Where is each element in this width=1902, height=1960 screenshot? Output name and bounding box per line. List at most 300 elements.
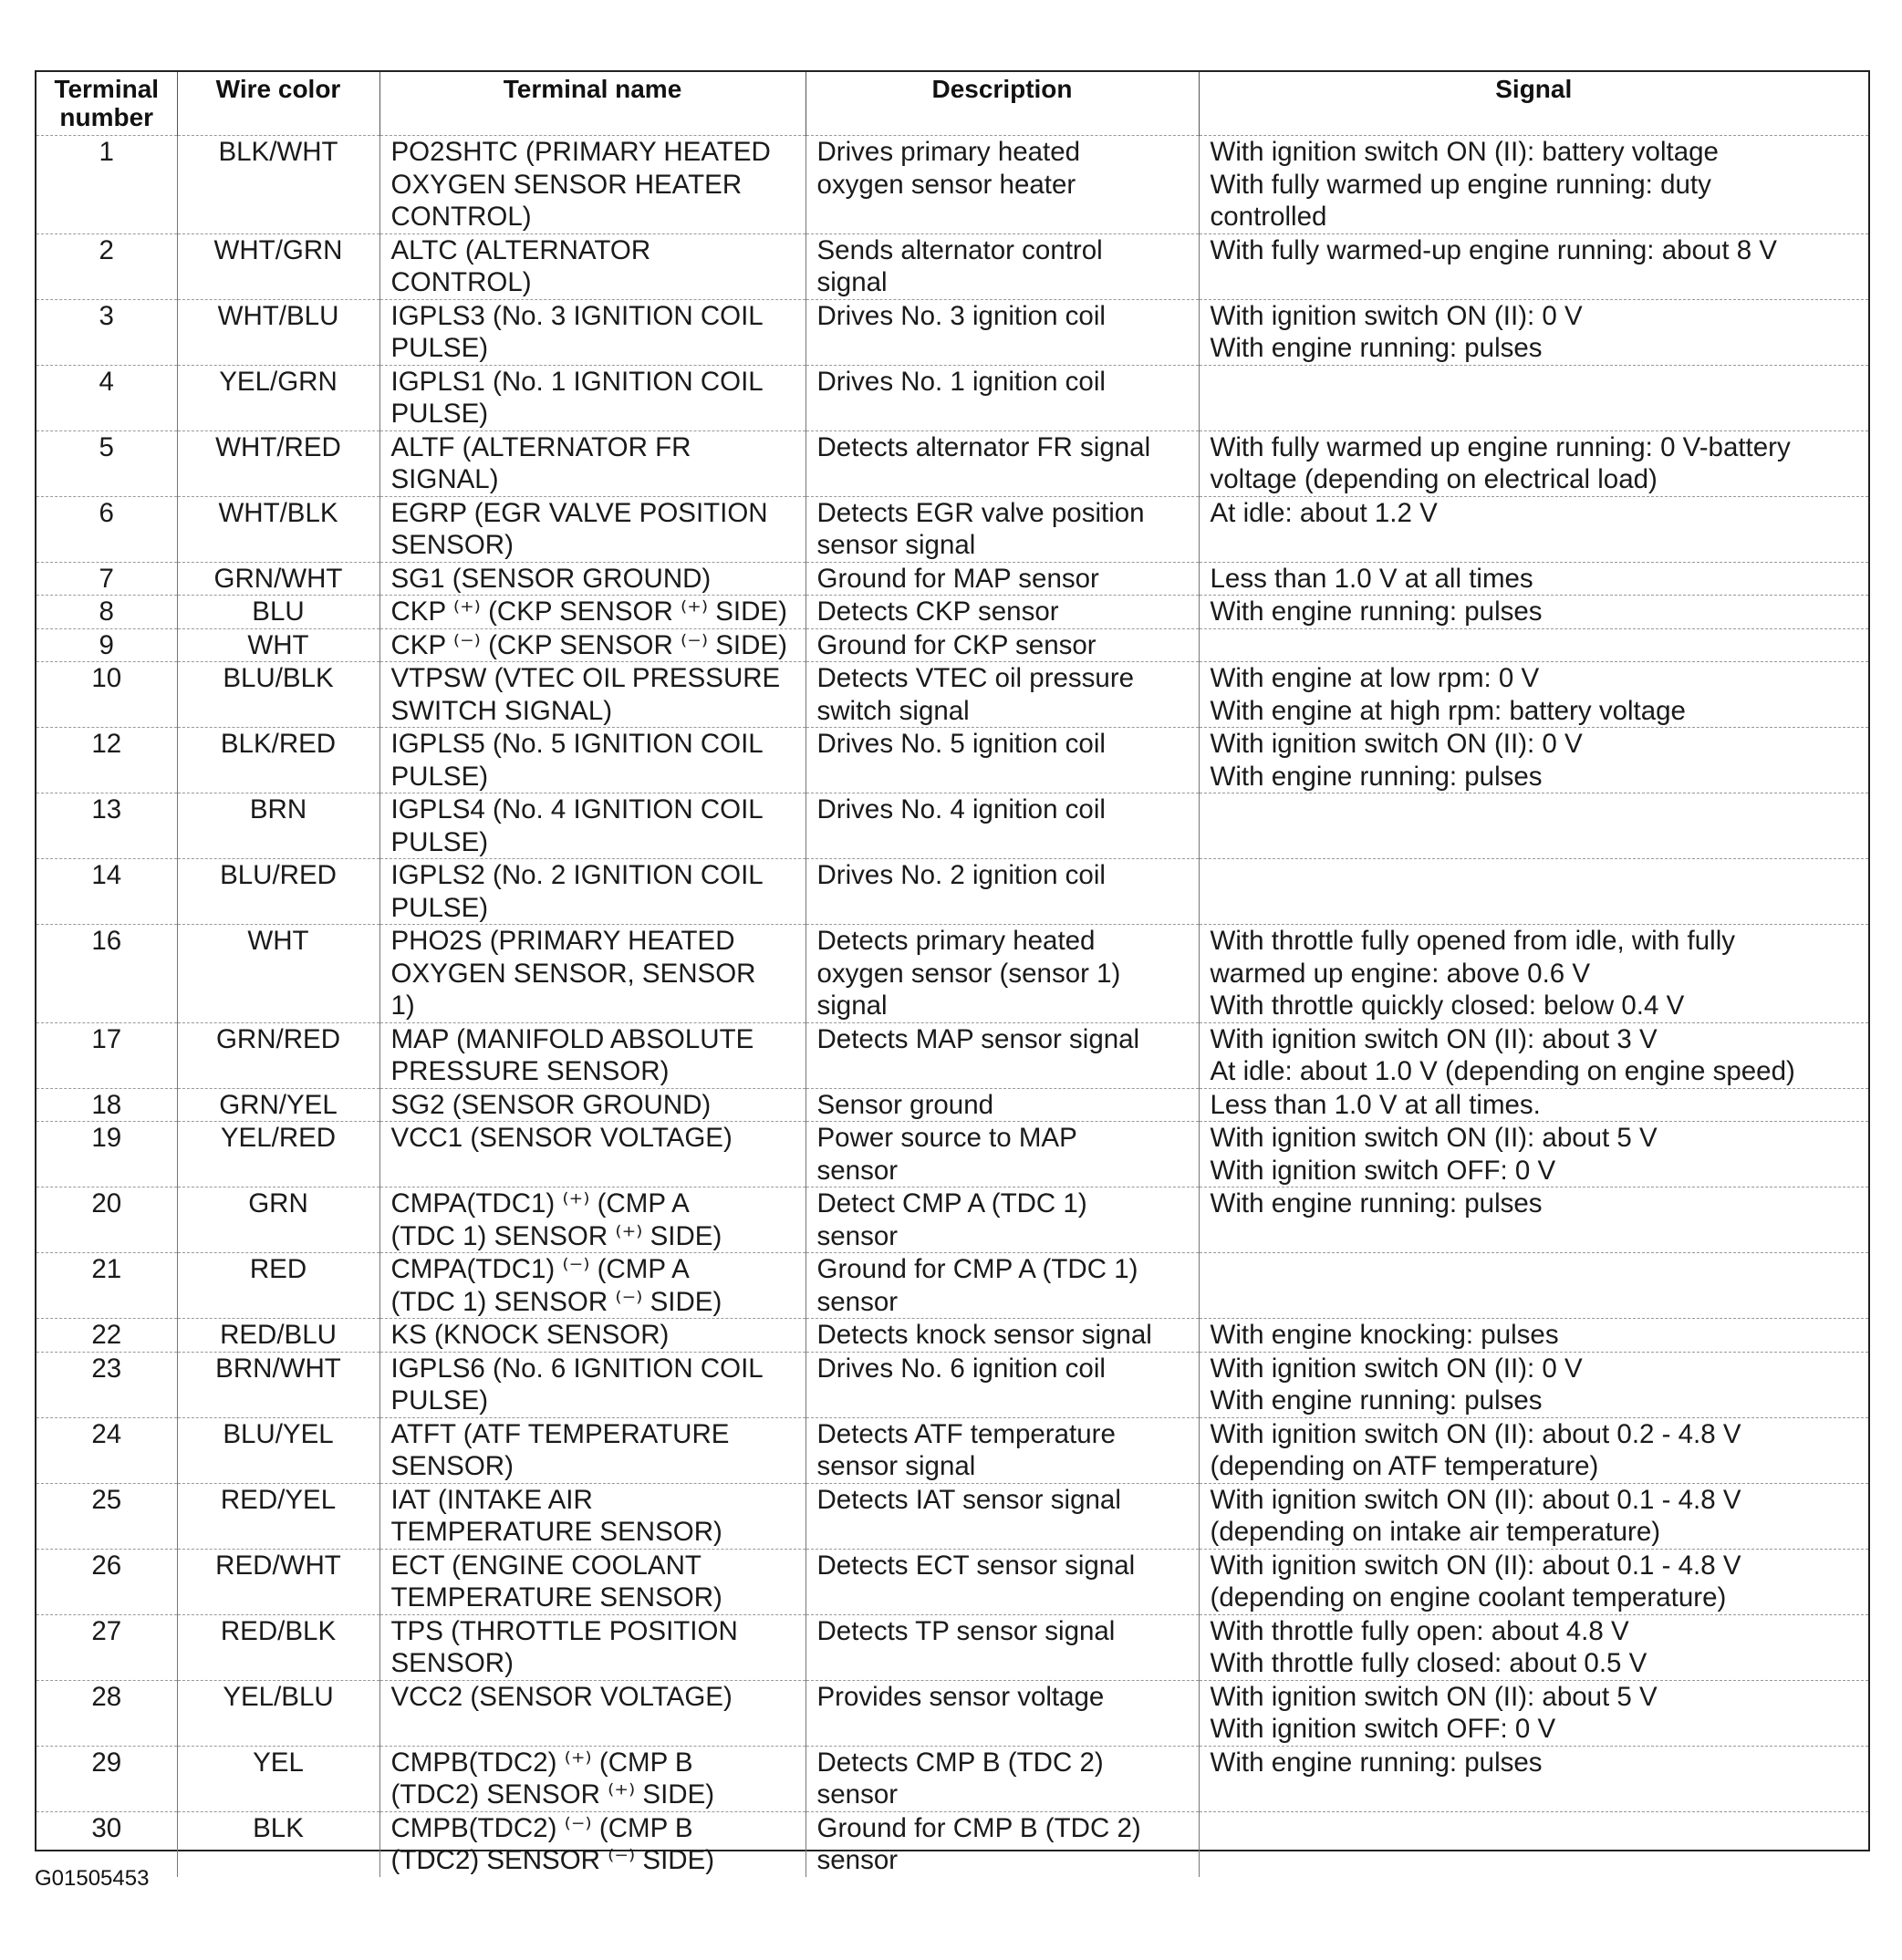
wire-color-cell: RED/BLK xyxy=(177,1614,379,1680)
wire-color-cell: GRN/WHT xyxy=(177,562,379,596)
signal-line: With ignition switch ON (II): about 0.1 - 4.8 V xyxy=(1210,1484,1741,1515)
signal-line: With ignition switch ON (II): about 5 V xyxy=(1210,1681,1658,1712)
table-row xyxy=(36,562,1868,596)
signal-line: With throttle quickly closed: below 0.4 V xyxy=(1210,990,1685,1021)
terminal-name-line: CKP ⁽⁻⁾ (CKP SENSOR ⁽⁻⁾ SIDE) xyxy=(390,629,787,660)
description-cell xyxy=(805,1088,1199,1122)
terminal-name-line: PO2SHTC (PRIMARY HEATED xyxy=(390,137,771,167)
wire-color-cell: WHT/BLU xyxy=(177,299,379,365)
signal-cell xyxy=(1199,1088,1868,1122)
description-line: Drives No. 4 ignition coil xyxy=(816,794,1106,824)
terminal-name-cell xyxy=(379,628,805,662)
signal-line: controlled xyxy=(1210,202,1327,232)
wire-color-cell: BRN xyxy=(177,793,379,859)
description-cell xyxy=(805,628,1199,662)
description-line: Detects VTEC oil pressure xyxy=(816,663,1135,693)
signal-line: With ignition switch OFF: 0 V xyxy=(1210,1155,1556,1186)
terminal-name-line: MAP (MANIFOLD ABSOLUTE xyxy=(390,1023,754,1054)
signal-line: With ignition switch ON (II): about 3 V xyxy=(1210,1023,1658,1054)
description-line: sensor xyxy=(816,1286,899,1317)
terminal-name-cell xyxy=(379,793,805,859)
signal-cell xyxy=(1199,596,1868,629)
terminal-name-cell xyxy=(379,1811,805,1877)
terminal-name-line: SG2 (SENSOR GROUND) xyxy=(390,1089,712,1120)
signal-line: With ignition switch ON (II): about 0.2 - 4.8 V xyxy=(1210,1418,1741,1449)
description-line: Sends alternator control xyxy=(816,234,1103,265)
terminal-name-line: IGPLS6 (No. 6 IGNITION COIL xyxy=(390,1353,764,1384)
table-row xyxy=(36,1022,1868,1088)
wire-color-cell: BLU/RED xyxy=(177,859,379,925)
signal-line: With fully warmed up engine running: duty xyxy=(1210,169,1711,200)
terminal-name-line: PULSE) xyxy=(390,761,489,792)
terminal-name-cell xyxy=(379,430,805,496)
description-line: Ground for CMP A (TDC 1) xyxy=(816,1254,1138,1284)
terminal-number-cell: 29 xyxy=(36,1746,177,1811)
wire-color-cell: WHT/BLK xyxy=(177,496,379,562)
description-cell xyxy=(805,1022,1199,1088)
table-row xyxy=(36,1122,1868,1187)
terminal-name-cell xyxy=(379,1022,805,1088)
terminal-name-cell xyxy=(379,1122,805,1187)
description-cell xyxy=(805,1122,1199,1187)
description-cell xyxy=(805,1614,1199,1680)
wire-color-cell: GRN/YEL xyxy=(177,1088,379,1122)
signal-line: (depending on intake air temperature) xyxy=(1210,1517,1661,1547)
terminal-name-cell xyxy=(379,859,805,925)
terminal-name-cell xyxy=(379,496,805,562)
description-cell xyxy=(805,596,1199,629)
header-terminal-number: Terminal number xyxy=(36,72,177,136)
wire-color-cell: BLU xyxy=(177,596,379,629)
ecm-terminal-table xyxy=(36,72,1868,1877)
signal-line: With engine at high rpm: battery voltage xyxy=(1210,695,1686,726)
signal-line: With ignition switch ON (II): 0 V xyxy=(1210,300,1583,331)
description-cell xyxy=(805,1746,1199,1811)
wire-color-cell: BLK/RED xyxy=(177,728,379,793)
terminal-number-cell: 25 xyxy=(36,1483,177,1549)
table-row xyxy=(36,1417,1868,1483)
terminal-name-cell xyxy=(379,662,805,728)
description-line: Detects IAT sensor signal xyxy=(816,1484,1121,1515)
terminal-name-cell xyxy=(379,596,805,629)
description-line: oxygen sensor (sensor 1) xyxy=(816,958,1121,989)
terminal-name-cell xyxy=(379,728,805,793)
signal-cell xyxy=(1199,1614,1868,1680)
description-line: Drives No. 6 ignition coil xyxy=(816,1353,1106,1384)
terminal-name-line: 1) xyxy=(390,990,415,1021)
signal-line: With ignition switch ON (II): about 5 V xyxy=(1210,1123,1658,1153)
terminal-name-line: IGPLS4 (No. 4 IGNITION COIL xyxy=(390,794,764,824)
description-line: Power source to MAP xyxy=(816,1123,1077,1153)
terminal-name-line: PULSE) xyxy=(390,399,489,429)
terminal-name-line: TPS (THROTTLE POSITION xyxy=(390,1615,738,1646)
terminal-name-line: PULSE) xyxy=(390,892,489,923)
terminal-number-cell: 7 xyxy=(36,562,177,596)
terminal-name-line: SENSOR) xyxy=(390,1451,514,1481)
description-line: signal xyxy=(816,267,888,297)
signal-line: With fully warmed-up engine running: about 8 V xyxy=(1210,234,1777,265)
wire-color-cell: WHT xyxy=(177,628,379,662)
terminal-name-line: TEMPERATURE SENSOR) xyxy=(390,1517,722,1547)
terminal-name-cell xyxy=(379,1319,805,1353)
signal-cell xyxy=(1199,1811,1868,1877)
terminal-number-cell: 19 xyxy=(36,1122,177,1187)
signal-line: With engine knocking: pulses xyxy=(1210,1320,1559,1350)
description-line: Drives No. 2 ignition coil xyxy=(816,860,1106,890)
table-row xyxy=(36,1549,1868,1614)
description-line: Ground for CKP sensor xyxy=(816,629,1097,660)
signal-line: With ignition switch OFF: 0 V xyxy=(1210,1714,1556,1744)
signal-cell xyxy=(1199,662,1868,728)
signal-line: (depending on ATF temperature) xyxy=(1210,1451,1599,1481)
description-line: Detects MAP sensor signal xyxy=(816,1023,1140,1054)
terminal-name-cell xyxy=(379,925,805,1023)
table-header-row xyxy=(36,72,1868,136)
wire-color-cell: YEL/GRN xyxy=(177,365,379,430)
description-cell xyxy=(805,430,1199,496)
description-line: Detect CMP A (TDC 1) xyxy=(816,1188,1087,1219)
signal-cell xyxy=(1199,136,1868,234)
description-cell xyxy=(805,136,1199,234)
description-line: Drives No. 1 ignition coil xyxy=(816,366,1106,397)
signal-line: With throttle fully opened from idle, with fully xyxy=(1210,926,1735,956)
terminal-name-line: (TDC 1) SENSOR ⁽⁻⁾ SIDE) xyxy=(390,1286,722,1317)
signal-cell xyxy=(1199,793,1868,859)
wire-color-cell: RED/BLU xyxy=(177,1319,379,1353)
table-row xyxy=(36,1088,1868,1122)
terminal-name-cell xyxy=(379,299,805,365)
header-wire-color: Wire color xyxy=(177,72,379,136)
terminal-number-cell: 14 xyxy=(36,859,177,925)
wire-color-cell: BRN/WHT xyxy=(177,1352,379,1417)
table-row xyxy=(36,496,1868,562)
signal-cell xyxy=(1199,430,1868,496)
description-line: Ground for MAP sensor xyxy=(816,563,1099,594)
header-description: Description xyxy=(805,72,1199,136)
signal-cell xyxy=(1199,859,1868,925)
terminal-name-line: IGPLS3 (No. 3 IGNITION COIL xyxy=(390,300,764,331)
description-line: sensor xyxy=(816,1155,899,1186)
description-cell xyxy=(805,662,1199,728)
signal-line: warmed up engine: above 0.6 V xyxy=(1210,958,1591,989)
terminal-number-cell: 28 xyxy=(36,1680,177,1746)
terminal-number-cell: 13 xyxy=(36,793,177,859)
terminal-number-cell: 2 xyxy=(36,233,177,299)
signal-line: With ignition switch ON (II): 0 V xyxy=(1210,729,1583,759)
description-line: Detects EGR valve position xyxy=(816,497,1145,528)
terminal-name-line: PULSE) xyxy=(390,826,489,857)
signal-line: With engine running: pulses xyxy=(1210,596,1543,627)
signal-line: With engine running: pulses xyxy=(1210,333,1543,363)
signal-cell xyxy=(1199,365,1868,430)
signal-cell xyxy=(1199,1483,1868,1549)
signal-cell xyxy=(1199,1022,1868,1088)
description-line: Detects alternator FR signal xyxy=(816,431,1151,462)
table-row xyxy=(36,1319,1868,1353)
terminal-name-line: (TDC2) SENSOR ⁽⁻⁾ SIDE) xyxy=(390,1845,715,1875)
table-row xyxy=(36,299,1868,365)
terminal-number-cell: 22 xyxy=(36,1319,177,1353)
wire-color-cell: BLK/WHT xyxy=(177,136,379,234)
terminal-name-line: EGRP (EGR VALVE POSITION xyxy=(390,497,768,528)
signal-cell xyxy=(1199,728,1868,793)
signal-line: With engine running: pulses xyxy=(1210,1385,1543,1416)
signal-cell xyxy=(1199,1549,1868,1614)
signal-line: Less than 1.0 V at all times. xyxy=(1210,1089,1541,1120)
header-terminal-name: Terminal name xyxy=(379,72,805,136)
signal-line: At idle: about 1.0 V (depending on engine speed) xyxy=(1210,1056,1795,1086)
description-cell xyxy=(805,365,1199,430)
terminal-name-line: PHO2S (PRIMARY HEATED xyxy=(390,926,735,956)
description-line: Detects knock sensor signal xyxy=(816,1320,1152,1350)
table-row xyxy=(36,233,1868,299)
signal-line: With engine running: pulses xyxy=(1210,761,1543,792)
terminal-name-line: VCC2 (SENSOR VOLTAGE) xyxy=(390,1681,733,1712)
terminal-name-line: (TDC2) SENSOR ⁽⁺⁾ SIDE) xyxy=(390,1779,715,1810)
wire-color-cell: BLK xyxy=(177,1811,379,1877)
description-line: sensor signal xyxy=(816,530,976,560)
signal-line: With engine running: pulses xyxy=(1210,1188,1543,1219)
terminal-name-line: SENSOR) xyxy=(390,530,514,560)
table-row xyxy=(36,793,1868,859)
table-row xyxy=(36,1187,1868,1253)
wire-color-cell: RED/YEL xyxy=(177,1483,379,1549)
terminal-name-cell xyxy=(379,1417,805,1483)
description-cell xyxy=(805,1680,1199,1746)
terminal-name-line: VTPSW (VTEC OIL PRESSURE xyxy=(390,663,781,693)
terminal-name-line: CMPB(TDC2) ⁽⁻⁾ (CMP B xyxy=(390,1812,693,1843)
table-row xyxy=(36,859,1868,925)
description-cell xyxy=(805,1417,1199,1483)
description-cell xyxy=(805,925,1199,1023)
signal-line: With ignition switch ON (II): 0 V xyxy=(1210,1353,1583,1384)
description-line: sensor xyxy=(816,1779,899,1810)
terminal-name-cell xyxy=(379,365,805,430)
terminal-name-line: CMPA(TDC1) ⁽⁻⁾ (CMP A xyxy=(390,1254,690,1284)
description-line: sensor xyxy=(816,1220,899,1251)
terminal-number-cell: 9 xyxy=(36,628,177,662)
terminal-name-line: ALTC (ALTERNATOR xyxy=(390,234,651,265)
signal-cell xyxy=(1199,1680,1868,1746)
terminal-name-line: ECT (ENGINE COOLANT xyxy=(390,1550,702,1581)
wire-color-cell: BLU/BLK xyxy=(177,662,379,728)
header-signal: Signal xyxy=(1495,75,1573,103)
terminal-name-line: TEMPERATURE SENSOR) xyxy=(390,1582,722,1613)
signal-cell xyxy=(1199,233,1868,299)
signal-line: With ignition switch ON (II): about 0.1 - 4.8 V xyxy=(1210,1550,1741,1581)
signal-cell xyxy=(1199,1352,1868,1417)
terminal-name-cell xyxy=(379,562,805,596)
signal-cell xyxy=(1199,562,1868,596)
table-row xyxy=(36,365,1868,430)
description-line: Provides sensor voltage xyxy=(816,1681,1105,1712)
table-body xyxy=(36,136,1868,1877)
signal-line: With engine at low rpm: 0 V xyxy=(1210,663,1540,693)
terminal-name-line: CMPB(TDC2) ⁽⁺⁾ (CMP B xyxy=(390,1747,693,1778)
description-line: Detects ECT sensor signal xyxy=(816,1550,1136,1581)
table-row xyxy=(36,728,1868,793)
terminal-number-cell: 16 xyxy=(36,925,177,1023)
terminal-name-line: CKP ⁽⁺⁾ (CKP SENSOR ⁽⁺⁾ SIDE) xyxy=(390,596,787,627)
terminal-number-cell: 17 xyxy=(36,1022,177,1088)
description-cell xyxy=(805,1253,1199,1319)
terminal-name-cell xyxy=(379,1483,805,1549)
terminal-name-line: PRESSURE SENSOR) xyxy=(390,1056,670,1086)
wire-color-cell: YEL xyxy=(177,1746,379,1811)
signal-line: With engine running: pulses xyxy=(1210,1747,1543,1778)
description-line: oxygen sensor heater xyxy=(816,169,1076,200)
wire-color-cell: RED xyxy=(177,1253,379,1319)
terminal-name-cell xyxy=(379,1352,805,1417)
description-cell xyxy=(805,233,1199,299)
signal-line: At idle: about 1.2 V xyxy=(1210,497,1438,528)
description-line: sensor signal xyxy=(816,1451,976,1481)
terminal-name-line: SENSOR) xyxy=(390,1648,514,1678)
terminal-number-cell: 3 xyxy=(36,299,177,365)
wire-color-cell: WHT/GRN xyxy=(177,233,379,299)
wire-color-cell: BLU/YEL xyxy=(177,1417,379,1483)
table-row xyxy=(36,430,1868,496)
figure-id: G01505453 xyxy=(35,1866,150,1891)
table-row xyxy=(36,1680,1868,1746)
terminal-name-line: KS (KNOCK SENSOR) xyxy=(390,1320,670,1350)
terminal-name-line: CONTROL) xyxy=(390,202,532,232)
table-row xyxy=(36,1614,1868,1680)
terminal-name-line: VCC1 (SENSOR VOLTAGE) xyxy=(390,1123,733,1153)
description-cell xyxy=(805,1549,1199,1614)
terminal-name-cell xyxy=(379,1088,805,1122)
terminal-name-line: CONTROL) xyxy=(390,267,532,297)
terminal-name-cell xyxy=(379,1549,805,1614)
description-cell xyxy=(805,728,1199,793)
signal-cell xyxy=(1199,1319,1868,1353)
terminal-number-cell: 24 xyxy=(36,1417,177,1483)
terminal-name-cell xyxy=(379,1253,805,1319)
terminal-name-cell xyxy=(379,1680,805,1746)
terminal-number-cell: 20 xyxy=(36,1187,177,1253)
terminal-number-cell: 8 xyxy=(36,596,177,629)
terminal-name-line: PULSE) xyxy=(390,1385,489,1416)
terminal-number-cell: 1 xyxy=(36,136,177,234)
description-line: Detects TP sensor signal xyxy=(816,1615,1116,1646)
terminal-name-cell xyxy=(379,1746,805,1811)
signal-line: Less than 1.0 V at all times xyxy=(1210,563,1533,594)
table-row xyxy=(36,925,1868,1023)
table-row xyxy=(36,1483,1868,1549)
description-line: Drives No. 3 ignition coil xyxy=(816,300,1106,331)
terminal-name-line: PULSE) xyxy=(390,333,489,363)
signal-cell xyxy=(1199,628,1868,662)
terminal-name-line: ALTF (ALTERNATOR FR xyxy=(390,431,691,462)
terminal-name-cell xyxy=(379,233,805,299)
terminal-name-cell xyxy=(379,136,805,234)
description-cell xyxy=(805,1811,1199,1877)
description-line: Detects primary heated xyxy=(816,926,1096,956)
table-row xyxy=(36,136,1868,234)
terminal-number-cell: 27 xyxy=(36,1614,177,1680)
description-cell xyxy=(805,1319,1199,1353)
signal-line: (depending on engine coolant temperature) xyxy=(1210,1582,1727,1613)
terminal-number-cell: 4 xyxy=(36,365,177,430)
description-line: Detects ATF temperature xyxy=(816,1418,1116,1449)
terminal-number-cell: 30 xyxy=(36,1811,177,1877)
terminal-name-line: OXYGEN SENSOR, SENSOR xyxy=(390,958,756,989)
signal-cell xyxy=(1199,1122,1868,1187)
terminal-number-cell: 5 xyxy=(36,430,177,496)
terminal-name-line: CMPA(TDC1) ⁽⁺⁾ (CMP A xyxy=(390,1188,690,1219)
description-cell xyxy=(805,299,1199,365)
description-cell xyxy=(805,1483,1199,1549)
table-row xyxy=(36,1253,1868,1319)
description-cell xyxy=(805,1352,1199,1417)
description-line: signal xyxy=(816,990,888,1021)
signal-cell xyxy=(1199,1417,1868,1483)
terminal-name-line: SIGNAL) xyxy=(390,464,499,494)
wire-color-cell: YEL/BLU xyxy=(177,1680,379,1746)
terminal-number-cell: 23 xyxy=(36,1352,177,1417)
table-row xyxy=(36,628,1868,662)
table-row xyxy=(36,1352,1868,1417)
terminal-number-cell: 21 xyxy=(36,1253,177,1319)
terminal-name-cell xyxy=(379,1187,805,1253)
description-line: Detects CKP sensor xyxy=(816,596,1059,627)
terminal-number-cell: 6 xyxy=(36,496,177,562)
terminal-name-cell xyxy=(379,1614,805,1680)
table-row xyxy=(36,596,1868,629)
signal-cell xyxy=(1199,1746,1868,1811)
signal-line: With ignition switch ON (II): battery voltage xyxy=(1210,137,1719,167)
wire-color-cell: GRN xyxy=(177,1187,379,1253)
wire-color-cell: YEL/RED xyxy=(177,1122,379,1187)
terminal-name-line: (TDC 1) SENSOR ⁽⁺⁾ SIDE) xyxy=(390,1220,722,1251)
terminal-name-line: OXYGEN SENSOR HEATER xyxy=(390,169,743,200)
terminal-name-line: IAT (INTAKE AIR xyxy=(390,1484,593,1515)
description-line: Sensor ground xyxy=(816,1089,994,1120)
wire-color-cell: RED/WHT xyxy=(177,1549,379,1614)
table-row xyxy=(36,1746,1868,1811)
description-cell xyxy=(805,793,1199,859)
description-cell xyxy=(805,859,1199,925)
terminal-table-frame xyxy=(35,70,1870,1875)
description-line: Detects CMP B (TDC 2) xyxy=(816,1747,1104,1778)
signal-cell xyxy=(1199,1253,1868,1319)
description-cell xyxy=(805,496,1199,562)
terminal-number-cell: 18 xyxy=(36,1088,177,1122)
terminal-name-line: IGPLS2 (No. 2 IGNITION COIL xyxy=(390,860,764,890)
terminal-number-cell: 26 xyxy=(36,1549,177,1614)
wire-color-cell: WHT xyxy=(177,925,379,1023)
table-row xyxy=(36,662,1868,728)
signal-line: With fully warmed up engine running: 0 V-battery xyxy=(1210,431,1791,462)
signal-line: With throttle fully closed: about 0.5 V xyxy=(1210,1648,1647,1678)
signal-cell xyxy=(1199,1187,1868,1253)
description-line: Drives primary heated xyxy=(816,137,1081,167)
terminal-name-line: SWITCH SIGNAL) xyxy=(390,695,613,726)
terminal-name-line: IGPLS1 (No. 1 IGNITION COIL xyxy=(390,366,764,397)
signal-cell xyxy=(1199,299,1868,365)
table-row xyxy=(36,1811,1868,1877)
wire-color-cell: GRN/RED xyxy=(177,1022,379,1088)
description-line: sensor xyxy=(816,1845,899,1875)
terminal-name-line: IGPLS5 (No. 5 IGNITION COIL xyxy=(390,729,764,759)
wire-color-cell: WHT/RED xyxy=(177,430,379,496)
signal-cell xyxy=(1199,925,1868,1023)
terminal-number-cell: 12 xyxy=(36,728,177,793)
description-line: Ground for CMP B (TDC 2) xyxy=(816,1812,1141,1843)
signal-line: With throttle fully open: about 4.8 V xyxy=(1210,1615,1629,1646)
description-cell xyxy=(805,562,1199,596)
terminal-number-cell: 10 xyxy=(36,662,177,728)
